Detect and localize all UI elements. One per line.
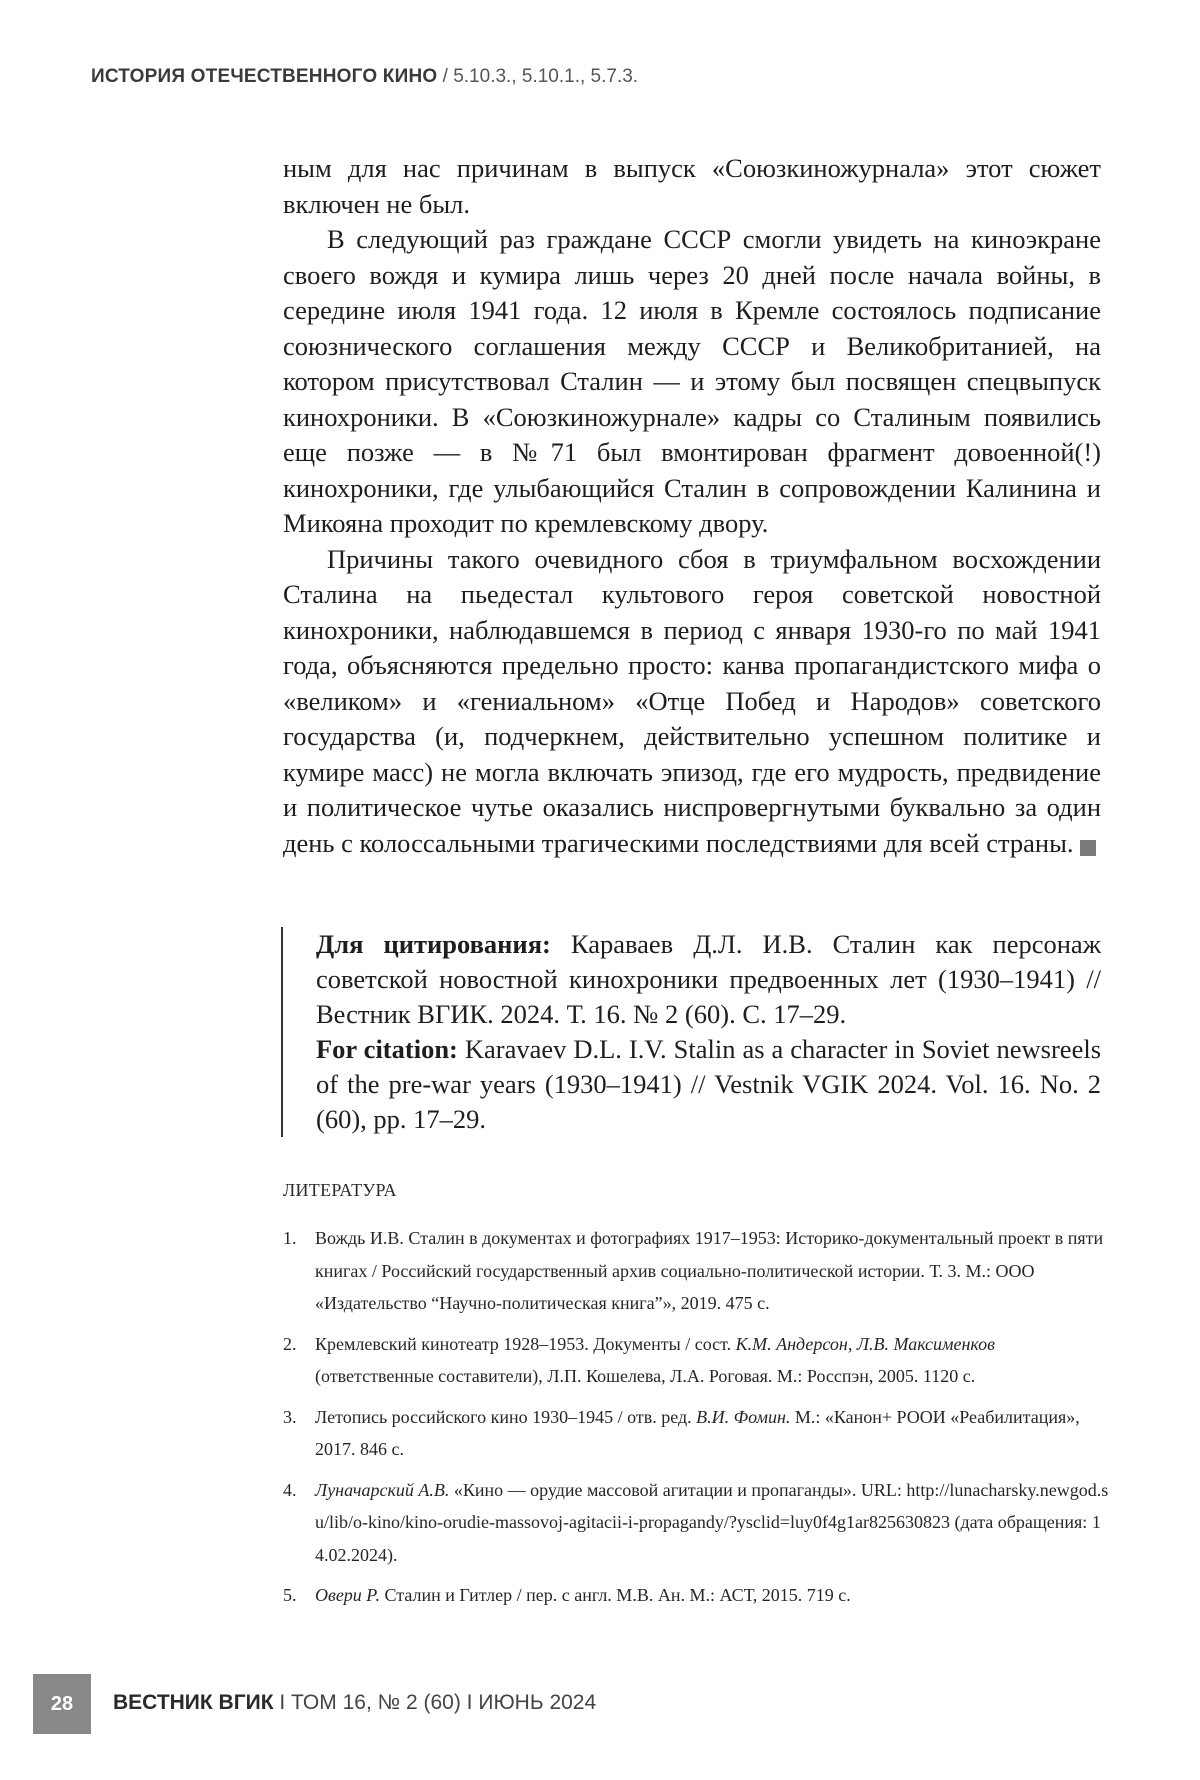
citation-ru-label: Для цитирования: [316, 929, 551, 959]
reference-text: Летопись российского кино 1930–1945 / отв. ред. [315, 1406, 697, 1427]
reference-text: Кремлевский кинотеатр 1928–1953. Документы / сост. [315, 1333, 736, 1354]
reference-number: 3. [283, 1406, 297, 1427]
citation-ru [316, 927, 1101, 1032]
section-title: ИСТОРИЯ ОТЕЧЕСТВЕННОГО КИНО [91, 66, 438, 87]
citation-block [281, 927, 1101, 1137]
page-footer [33, 1674, 833, 1734]
literature-heading: ЛИТЕРАТУРА [283, 1180, 397, 1200]
article-body [283, 151, 1101, 861]
citation-ru-text: Караваев Д.Л. И.В. Сталин как персонаж советской новостной кинохроники предвоенных лет (1930–1941) // Вестник ВГИК. 2024. Т. 16. № 2 (60). С. 17–29. [316, 929, 1101, 1029]
paragraph-2: В следующий раз граждане СССР смогли увидеть на киноэкране своего вождя и кумира лишь через 20 дней после начала войны, в середине июля 1941 года. 12 июля в Кремле состоялось подписание союзнического соглашения между СССР и Великобританией, на котором присутствовал Сталин — и этому был посвящен спецвыпуск кинохроники. В «Союзкиножурнале» кадры со Сталиным появились еще позже — в №71 был вмонтирован фрагмент довоенной(!) кинохроники, где улыбающийся Сталин в сопровождении Калинина и Микояна проходит по кремлевскому двору. [283, 224, 1101, 538]
paragraph-1: ным для нас причинам в выпуск «Союзкиножурнала» этот сюжет включен не был. [283, 153, 1101, 219]
reference-authors: В.И. Фомин. [696, 1406, 791, 1427]
reference-text: (ответственные составители), Л.П. Кошелева, Л.А. Роговая. М.: Росспэн, 2005. 1120 с. [315, 1366, 976, 1386]
reference-authors: К.М. Андерсон, Л.В. Максименков [735, 1333, 995, 1354]
reference-authors: Овери Р. [315, 1585, 380, 1605]
reference-text: «Кино — орудие массовой агитации и пропаганды». URL: http://lunacharsky.newgod.su/lib/o-kino/kino-orudie-massovoj-agitacii-i-propagandy/?ysclid=luy0f4g1ar825630823 (дата обращения: 14.02.2024). [315, 1479, 1109, 1565]
citation-en-label: For citation: [316, 1034, 458, 1064]
reference-number: 1. [283, 1228, 297, 1248]
reference-list [283, 1222, 1113, 1620]
reference-number: 4. [283, 1479, 297, 1500]
reference-text: Вождь И.В. Сталин в документах и фотографиях 1917–1953: Историко-документальный проект в пяти книгах / Российский государственный архив социально-политической истории. Т. 3. М.: ООО «Издательство “Научно-политическая книга”», 2019. 475 с. [315, 1228, 1104, 1313]
journal-name: ВЕСТНИК ВГИК [113, 1691, 274, 1714]
reference-number: 2. [283, 1333, 297, 1354]
paragraph-3-text: Причины такого очевидного сбоя в триумфальном восхождении Сталина на пьедестал культового героя советской новостной кинохроники, наблюдавшемся в период с января 1930-го по май 1941 года, объясняются предельно просто: канва пропагандистского мифа о «великом» и «гениальном» «Отце Побед и Народов» советского государства (и, подчеркнем, действительно успешном политике и кумире масс) не могла включать эпизод, где его мудрость, предвидение и политическое чутье оказались ниспровергнутыми буквально за один день с колоссальными трагическими последствиями для всей страны. [283, 543, 1101, 858]
reference-text: М.: «Канон+ РООИ «Реабилитация», 2017. 846 с. [315, 1406, 1080, 1459]
reference-item [283, 1328, 1113, 1393]
reference-item [283, 1474, 1113, 1572]
end-of-article-mark [1080, 840, 1096, 856]
citation-en [316, 1032, 1101, 1137]
journal-issue: I ТОМ 16, № 2 (60) I ИЮНЬ 2024 [273, 1691, 597, 1714]
running-head [91, 66, 1091, 88]
reference-item [283, 1222, 1113, 1320]
citation-en-text: Karavaev D.L. I.V. Stalin as a character in Soviet newsreels of the pre-war years (1930–1941) // Vestnik VGIK 2024. Vol. 16. No. 2 (60), pp. 17–29. [316, 1034, 1102, 1134]
page-number: 28 [33, 1674, 91, 1734]
journal-info [113, 1691, 596, 1715]
reference-text: Сталин и Гитлер / пер. с англ. М.В. Ан. М.: АСТ, 2015. 719 с. [380, 1585, 851, 1605]
paragraph-3 [283, 542, 1101, 862]
reference-item [283, 1579, 1113, 1612]
section-codes: / 5.10.3., 5.10.1., 5.7.3. [437, 66, 639, 87]
reference-item [283, 1401, 1113, 1466]
reference-authors: Луначарский А.В. [315, 1479, 450, 1500]
reference-number: 5. [283, 1585, 297, 1605]
